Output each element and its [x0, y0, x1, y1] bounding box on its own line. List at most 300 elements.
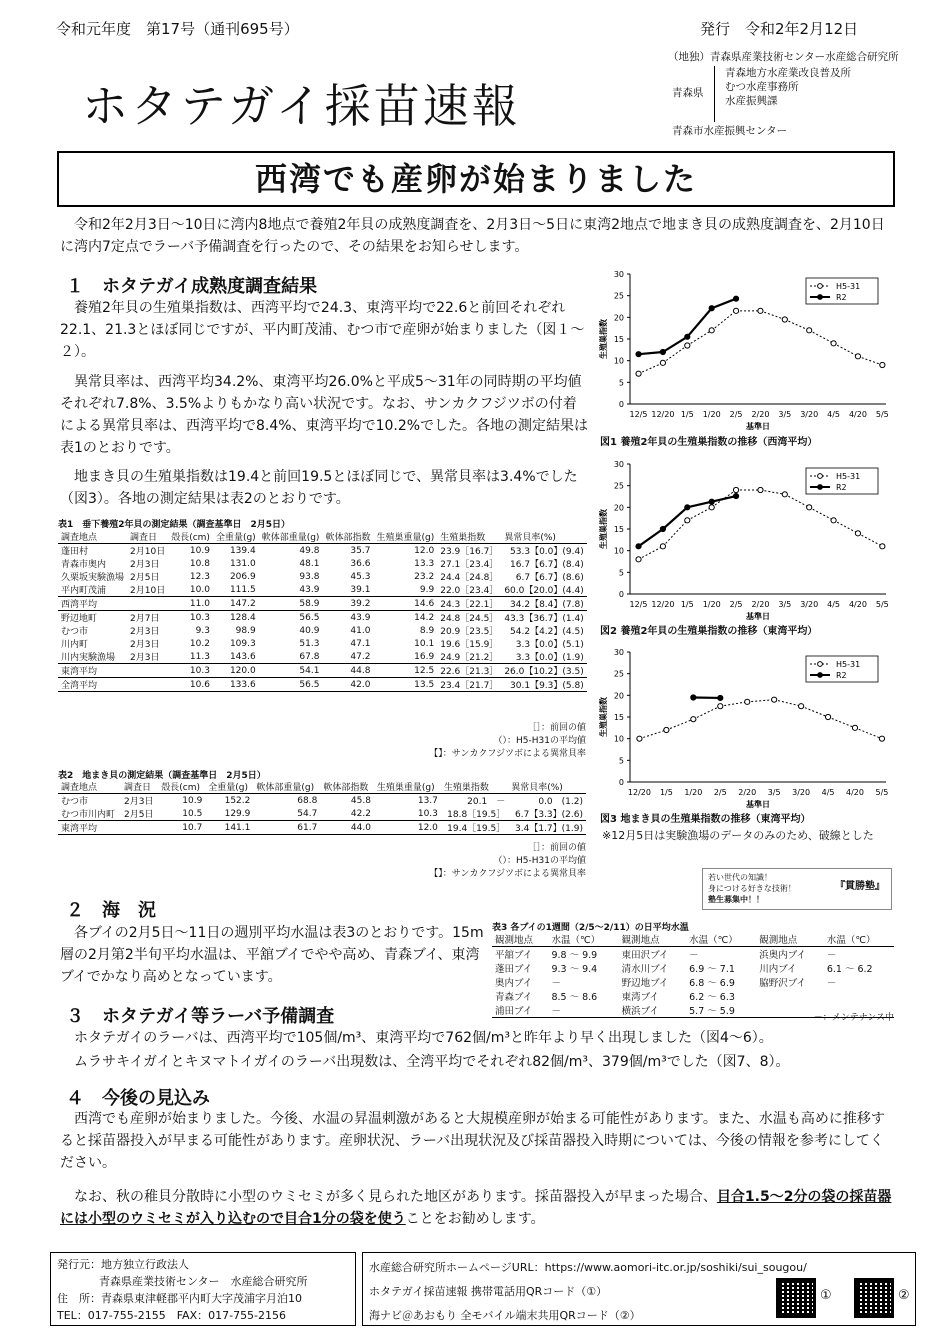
- cell: 128.4: [229, 612, 256, 623]
- cell: 12.0: [374, 821, 441, 835]
- x-tick-label: 1/5: [680, 410, 694, 419]
- cell: 浜奥内ブイ: [756, 947, 824, 962]
- table-header: 生殖巣指数: [443, 783, 489, 793]
- cell: 16.7【6.7】(8.4): [510, 560, 584, 570]
- cell: 10.5: [182, 808, 203, 819]
- cell: 蓬田ブイ: [495, 964, 533, 975]
- chart-note: ※12月5日は実験漁場のデータのみのため、破線とした: [602, 829, 874, 842]
- cell: 2月10日: [130, 586, 166, 596]
- series-line-H5-31: [828, 717, 855, 728]
- cell: 48.1: [299, 558, 320, 569]
- table-header: 調査日: [124, 783, 152, 793]
- paragraph-text: なお、秋の稚貝分散時に小型のウミセミが多く見られた地区があります。採苗器投入が早まった場合、: [74, 1189, 717, 1205]
- cell: 131.0: [229, 558, 256, 569]
- cell: 61.7: [253, 821, 320, 835]
- cell: 6.7【3.3】(2.6): [515, 810, 583, 820]
- cell: 3.4【1.7】(1.9): [508, 821, 586, 835]
- section-1-paragraph: 地まき貝の生殖巣指数は19.4と前回19.5とほぼ同じで、異常貝率は3.4%でした（図3）。各地の測定結果は表2のとおりです。: [60, 469, 578, 507]
- cell: 0.0 (1.2): [508, 794, 586, 808]
- table-header: 異常貝率(%): [511, 783, 563, 793]
- cell: －: [824, 947, 894, 962]
- table2-notes: [386, 842, 586, 881]
- headline: 西湾でも産卵が始まりました: [57, 151, 895, 207]
- table-header: 水温（℃）: [551, 935, 601, 946]
- x-tick-label: 3/5: [778, 600, 792, 609]
- y-tick-label: 30: [613, 270, 624, 279]
- paragraph-text: ことをお勧めします。: [405, 1211, 545, 1227]
- cell: 45.3: [350, 571, 371, 582]
- cell: 久栗坂実験漁場: [61, 573, 125, 583]
- cell: [127, 678, 168, 692]
- table2-caption: 表2 地まき貝の測定結果（調査基準日 2月5日）: [58, 771, 266, 781]
- data-point-R2: [660, 526, 665, 531]
- cell: 2月3日: [130, 653, 160, 663]
- cell: 24.9［21.2］: [440, 653, 499, 663]
- cell: 26.0【10.2】(3.5): [501, 664, 586, 678]
- cell: 川内町: [61, 640, 89, 650]
- x-tick-label: 1/20: [702, 410, 721, 419]
- data-point-H5-31: [636, 371, 641, 376]
- data-point-H5-31: [758, 308, 763, 313]
- series-line-H5-31: [760, 311, 784, 320]
- table-header: 軟体部指数: [323, 783, 369, 793]
- x-tick-label: 12/20: [651, 600, 675, 609]
- table-header: 軟体部重量(g): [256, 783, 315, 793]
- series-line-H5-31: [760, 490, 784, 494]
- data-point-R2: [718, 695, 723, 700]
- legend-label: H5-31: [836, 660, 861, 669]
- cell: 36.6: [350, 558, 371, 569]
- qr-label: ①: [820, 1288, 832, 1303]
- section-3-paragraph: ホタテガイのラーバは、西湾平均で105個/m³、東湾平均で762個/m³と昨年より早く出現しました（図4～6）。: [74, 1030, 773, 1046]
- note-line: 【】：サンカクフジツボによる異常貝率: [429, 869, 586, 879]
- table-row: [58, 821, 586, 835]
- table-header: 生殖巣重量(g): [376, 533, 435, 543]
- y-tick-label: 5: [618, 756, 624, 766]
- section-1-paragraph: 養殖2年貝の生殖巣指数は、西湾平均で24.3、東湾平均で22.6と前回それぞれ22.1、21.3とほぼ同じですが、平内町茂浦、むつ市で産卵が始まりました（図１～２）。: [60, 300, 585, 360]
- intro-paragraph: 令和2年2月3日～10日に湾内8地点で養殖2年貝の成熟度調査を、2月3日～5日に東湾2地点で地まき貝の成熟度調査を、2月10日に湾内7定点でラーバ予備調査を行ったので、その結果をお知らせします。: [60, 217, 885, 255]
- cell: 43.9: [350, 612, 371, 623]
- series-line-R2: [712, 496, 736, 502]
- cell: 横浜ブイ: [619, 1003, 687, 1018]
- cell: 平内町茂浦: [61, 586, 107, 596]
- x-tick-label: 12/5: [629, 600, 648, 609]
- series-line-H5-31: [785, 320, 809, 331]
- cell: 129.9: [224, 808, 251, 819]
- data-point-R2: [636, 352, 641, 357]
- data-point-H5-31: [855, 354, 860, 359]
- table-header: 軟体部重量(g): [261, 533, 320, 543]
- table-header: 水温（℃）: [826, 935, 876, 946]
- org-line: 水産振興課: [725, 95, 778, 107]
- table-header: 調査地点: [61, 533, 98, 543]
- cell: 6.9 ～ 7.1: [689, 964, 735, 975]
- cell: 44.8: [322, 664, 373, 678]
- series-line-H5-31: [774, 700, 801, 707]
- cell: 139.4: [213, 544, 259, 558]
- data-point-H5-31: [782, 317, 787, 322]
- data-point-H5-31: [664, 727, 669, 732]
- y-tick-label: 0: [618, 590, 624, 599]
- series-line-H5-31: [663, 346, 687, 363]
- data-point-H5-31: [772, 697, 777, 702]
- series-line-H5-31: [834, 343, 858, 356]
- cell: －: [548, 1003, 618, 1018]
- section-2-paragraph: 各ブイの2月5日～11日の週別平均水温は表3のとおりです。15m層の2月第2半旬平均水温は、平舘ブイでやや高め、青森ブイ、東湾ブイでかなり高めとなっています。: [60, 925, 484, 985]
- cell: 3.3【0.0】(1.9): [515, 653, 584, 663]
- cell: 12.0: [373, 544, 437, 558]
- cell: 川内ブイ: [759, 964, 797, 975]
- section-4-title: ４ 今後の見込み: [66, 1088, 210, 1109]
- series-line-H5-31: [639, 363, 663, 374]
- table-row: [492, 947, 894, 962]
- cell: [824, 989, 894, 1003]
- cell: 34.2【8.4】(7.8): [501, 597, 586, 611]
- cell: 19.6［15.9］: [440, 640, 499, 650]
- newsletter-title: ホタテガイ採苗速報: [82, 79, 521, 133]
- x-tick-label: 4/5: [821, 788, 835, 797]
- x-tick-label: 4/5: [827, 410, 841, 419]
- cell: むつ市: [61, 627, 89, 637]
- cell: 9.9: [419, 584, 435, 595]
- cell: 10.9: [168, 544, 213, 558]
- cell: 147.2: [213, 597, 259, 611]
- series-line-H5-31: [858, 533, 882, 546]
- x-tick-label: 1/5: [659, 788, 673, 797]
- promo-line: 塾生募集中！！: [708, 895, 764, 904]
- cell: 47.1: [350, 638, 371, 649]
- cell: むつ市: [58, 794, 121, 808]
- cell: 43.9: [299, 584, 320, 595]
- table-row: [492, 975, 894, 989]
- qr-code-2[interactable]: [854, 1278, 894, 1318]
- cell: 56.5: [299, 612, 320, 623]
- table-row: [58, 557, 587, 570]
- note-line: （）：H5-H31の平均値: [493, 736, 586, 746]
- y-tick-label: 30: [613, 648, 624, 657]
- homepage-url[interactable]: 水産総合研究所ホームページURL：https://www.aomori-itc.or.jp/soshiki/sui_sougou/: [369, 1261, 807, 1274]
- legend-marker: [818, 485, 823, 490]
- table1-caption: 表1 垂下養殖2年貝の測定結果（調査基準日 2月5日）: [58, 520, 291, 530]
- cell: 51.3: [299, 638, 320, 649]
- y-tick-label: 15: [613, 335, 624, 344]
- series-line-R2: [712, 299, 736, 309]
- y-tick-label: 10: [613, 356, 624, 366]
- qr-label: ②: [898, 1288, 910, 1303]
- table-row: [58, 544, 587, 558]
- cell: むつ市川内町: [61, 810, 116, 820]
- y-tick-label: 25: [613, 291, 624, 301]
- org-city: 青森市水産振興センター: [672, 125, 788, 137]
- footer-line: TEL：017-755-2155 FAX：017-755-2156: [57, 1309, 287, 1322]
- footer-line: 発行元：地方独立行政法人: [57, 1258, 189, 1271]
- cell: 10.3: [189, 612, 210, 623]
- section-3-title: ３ ホタテガイ等ラーバ予備調査: [66, 1006, 335, 1027]
- table-header: 全重量(g): [215, 533, 256, 543]
- x-tick-label: 2/5: [713, 788, 727, 797]
- cell: 5.7 ～ 5.9: [686, 1003, 756, 1018]
- section-1-title: １ ホタテガイ成熟度調査結果: [66, 276, 318, 297]
- y-tick-label: 25: [613, 481, 624, 491]
- data-point-H5-31: [685, 343, 690, 348]
- cell: [127, 597, 168, 611]
- cell: 39.2: [322, 597, 373, 611]
- x-tick-label: 5/5: [875, 410, 889, 419]
- table3: [492, 932, 894, 1018]
- cell: 44.0: [320, 821, 374, 835]
- series-line-H5-31: [687, 507, 711, 520]
- cell: 2月3日: [130, 560, 160, 570]
- series-line-H5-31: [801, 706, 828, 717]
- cell: 109.3: [229, 638, 256, 649]
- cell: 東湾平均: [58, 664, 127, 678]
- table-header: 軟体部指数: [325, 533, 371, 543]
- cell: 98.9: [235, 625, 256, 636]
- footer-links: [362, 1252, 916, 1326]
- qr-code-1[interactable]: [776, 1278, 816, 1318]
- table-row: [58, 678, 587, 692]
- org-line: むつ水産事務所: [725, 81, 799, 93]
- cell: 27.1［23.4］: [440, 560, 499, 570]
- cell: 10.7: [158, 821, 205, 835]
- data-point-H5-31: [807, 505, 812, 510]
- cell: 206.9: [229, 571, 256, 582]
- section-2-title: ２ 海 況: [66, 900, 156, 921]
- data-point-R2: [733, 493, 738, 498]
- data-point-H5-31: [733, 487, 738, 492]
- x-tick-label: 5/5: [875, 788, 889, 797]
- data-point-R2: [709, 306, 714, 311]
- cell: 45.8: [320, 794, 374, 808]
- cell: 11.3: [189, 651, 210, 662]
- series-line-H5-31: [747, 700, 774, 702]
- x-tick-label: 2/5: [729, 600, 743, 609]
- cell: 47.2: [350, 651, 371, 662]
- cell: 6.7【6.7】(8.6): [515, 573, 584, 583]
- data-point-H5-31: [799, 704, 804, 709]
- note-line: ［］：前回の値: [527, 843, 586, 853]
- cell: 42.0: [322, 678, 373, 692]
- cell: 10.6: [168, 678, 213, 692]
- cell: 2月3日: [121, 794, 158, 808]
- table-header: 観測地点: [621, 935, 660, 946]
- y-axis-label: 生殖巣指数: [599, 319, 608, 359]
- table1: [58, 530, 587, 692]
- series-line-R2: [687, 502, 711, 508]
- data-point-R2: [685, 334, 690, 339]
- org-main: （地独）青森県産業技術センター水産総合研究所: [668, 51, 899, 63]
- x-tick-label: 1/5: [680, 600, 694, 609]
- cell: 10.8: [189, 558, 210, 569]
- cell: 14.6: [373, 597, 437, 611]
- y-tick-label: 5: [618, 378, 624, 388]
- table-row: [492, 989, 894, 1003]
- legend-label: R2: [836, 671, 847, 680]
- cell: 10.1: [414, 638, 435, 649]
- cell: 111.5: [229, 584, 256, 595]
- footer-line: 青森県産業技術センター 水産総合研究所: [99, 1275, 308, 1288]
- y-tick-label: 0: [618, 400, 624, 409]
- series-line-H5-31: [809, 330, 833, 343]
- cell: 54.7: [297, 808, 318, 819]
- cell: 東湾ブイ: [621, 992, 659, 1003]
- cell: 川内実験漁場: [61, 653, 116, 663]
- cell: 12.5: [373, 664, 437, 678]
- legend-label: H5-31: [836, 282, 861, 291]
- cell: 10.2: [189, 638, 210, 649]
- table-header: 調査地点: [61, 783, 98, 793]
- org-group: [714, 66, 851, 122]
- cell: －: [551, 978, 561, 989]
- legend-label: H5-31: [836, 472, 861, 481]
- cell: 6.2 ～ 6.3: [689, 992, 735, 1003]
- promo-box: [702, 868, 892, 910]
- table-header: 水温（℃）: [689, 935, 738, 946]
- table-header: 殻長(cm): [161, 783, 201, 793]
- cell: 39.1: [350, 584, 371, 595]
- data-point-H5-31: [709, 328, 714, 333]
- cell: 40.9: [299, 625, 320, 636]
- table2: [58, 780, 586, 835]
- table1-notes: [386, 722, 586, 761]
- x-tick-label: 2/20: [751, 600, 770, 609]
- cell: [756, 989, 824, 1003]
- x-tick-label: 12/5: [629, 410, 648, 419]
- legend-marker: [818, 295, 823, 300]
- cell: 23.9［16.7］: [437, 544, 501, 558]
- cell: 22.0［23.4］: [440, 586, 499, 596]
- table3-note: －：メンテナンス中: [813, 1013, 894, 1023]
- table-row: [58, 583, 587, 597]
- cell: 24.4［24.8］: [440, 573, 499, 583]
- cell: 6.8 ～ 6.9: [689, 978, 735, 989]
- x-tick-label: 2/20: [738, 788, 757, 797]
- x-tick-label: 4/5: [827, 600, 841, 609]
- cell: 12.3: [189, 571, 210, 582]
- data-point-H5-31: [879, 736, 884, 741]
- section-1-paragraph: 異常貝率は、西湾平均34.2%、東湾平均26.0%と平成5～31年の同時期の平均値それぞれ7.8%、3.5%よりもかなり高い状況です。なお、サンカクフジツボの付着による異常貝率は、西湾平均で8.4%、東湾平均で10.2%でした。各地の測定結果は表1のとおりです。: [60, 374, 589, 456]
- x-tick-label: 3/5: [767, 788, 781, 797]
- cell: 68.8: [253, 794, 320, 808]
- org-line: 青森地方水産業改良普及所: [725, 67, 851, 79]
- x-axis-label: 基準日: [746, 612, 770, 621]
- table-row: [58, 597, 587, 611]
- cell: 2月7日: [130, 614, 160, 624]
- x-tick-label: 5/5: [875, 600, 889, 609]
- series-line-H5-31: [666, 719, 693, 730]
- cell: －: [826, 978, 837, 989]
- data-point-H5-31: [709, 505, 714, 510]
- table-row: [58, 650, 587, 664]
- cell: 23.4［21.7］: [437, 678, 501, 692]
- chart-fig1: [596, 262, 896, 434]
- cell: 67.8: [299, 651, 320, 662]
- cell: 奥内ブイ: [495, 978, 533, 989]
- cell: 143.6: [229, 651, 256, 662]
- series-line-H5-31: [809, 507, 833, 520]
- cell: 16.9: [414, 651, 435, 662]
- table-header: 異常貝率(%): [504, 533, 556, 543]
- chart-caption: 図3 地まき貝の生殖巣指数の推移（東湾平均）: [600, 814, 811, 825]
- chart-caption: 図2 養殖2年貝の生殖巣指数の推移（東湾平均）: [600, 626, 818, 637]
- data-point-H5-31: [660, 360, 665, 365]
- data-point-H5-31: [758, 487, 763, 492]
- footer-line: 住 所：青森県東津軽郡平内町大字茂浦字月泊10: [57, 1292, 302, 1305]
- cell: 2月5日: [124, 810, 154, 820]
- y-axis-label: 生殖巣指数: [599, 509, 608, 549]
- table-header: 殻長(cm): [171, 533, 210, 543]
- table-row: [58, 664, 587, 678]
- table-header: 調査日: [130, 533, 158, 543]
- promo-line: 若い世代の知識！: [708, 873, 772, 882]
- y-tick-label: 20: [613, 313, 624, 323]
- cell: 蓬田村: [58, 544, 127, 558]
- promo-brand: 『貫勝塾』: [835, 881, 885, 892]
- x-tick-label: 2/20: [751, 410, 770, 419]
- y-tick-label: 30: [613, 460, 624, 469]
- cell: [127, 664, 168, 678]
- cell: 全湾平均: [58, 678, 127, 692]
- cell: 133.6: [213, 678, 259, 692]
- cell: 清水川ブイ: [621, 964, 669, 975]
- x-axis-label: 基準日: [746, 422, 770, 431]
- issue-number: 令和元年度 第17号（通刊695号）: [56, 20, 299, 38]
- data-point-R2: [709, 499, 714, 504]
- series-line-H5-31: [785, 494, 809, 507]
- data-point-H5-31: [831, 341, 836, 346]
- cell: 2月10日: [127, 544, 168, 558]
- data-point-R2: [733, 296, 738, 301]
- y-tick-label: 5: [618, 568, 624, 578]
- cell: 8.5 ～ 8.6: [551, 992, 598, 1003]
- promo-line: 身につける好きな技術！: [708, 884, 796, 893]
- cell: 49.8: [259, 544, 323, 558]
- issue-date: 発行 令和2年2月12日: [700, 20, 859, 38]
- cell: 54.2【4.2】(4.5): [510, 627, 584, 637]
- series-line-H5-31: [858, 356, 882, 365]
- x-tick-label: 4/20: [846, 788, 864, 797]
- table-header: 生殖巣指数: [440, 533, 486, 543]
- series-line-R2: [639, 352, 663, 354]
- table-row: [58, 570, 587, 583]
- x-tick-label: 2/5: [729, 410, 743, 419]
- cell: 141.1: [205, 821, 253, 835]
- cell: 10.3: [417, 808, 438, 819]
- series-line-H5-31: [639, 546, 663, 559]
- cell: 8.9: [419, 625, 435, 636]
- y-tick-label: 0: [618, 778, 624, 787]
- table-header: 観測地点: [759, 935, 798, 946]
- cell: 20.9［23.5］: [440, 627, 499, 637]
- series-line-H5-31: [712, 311, 736, 331]
- cell: [121, 821, 158, 835]
- table-row: [58, 794, 586, 808]
- cell: 93.8: [299, 571, 320, 582]
- cell: 42.2: [350, 808, 371, 819]
- data-point-H5-31: [782, 492, 787, 497]
- note-line: 【】：サンカクフジツボによる異常貝率: [429, 749, 586, 759]
- y-tick-label: 20: [613, 691, 624, 701]
- x-tick-label: 3/20: [792, 788, 811, 797]
- legend-marker: [818, 474, 823, 479]
- cell: 24.8［24.5］: [440, 614, 499, 624]
- cell: 10.0: [189, 584, 210, 595]
- cell: 平舘ブイ: [492, 947, 548, 962]
- series-line-H5-31: [855, 728, 882, 739]
- series-line-R2: [663, 337, 687, 352]
- cell: －: [686, 947, 756, 962]
- data-point-H5-31: [831, 518, 836, 523]
